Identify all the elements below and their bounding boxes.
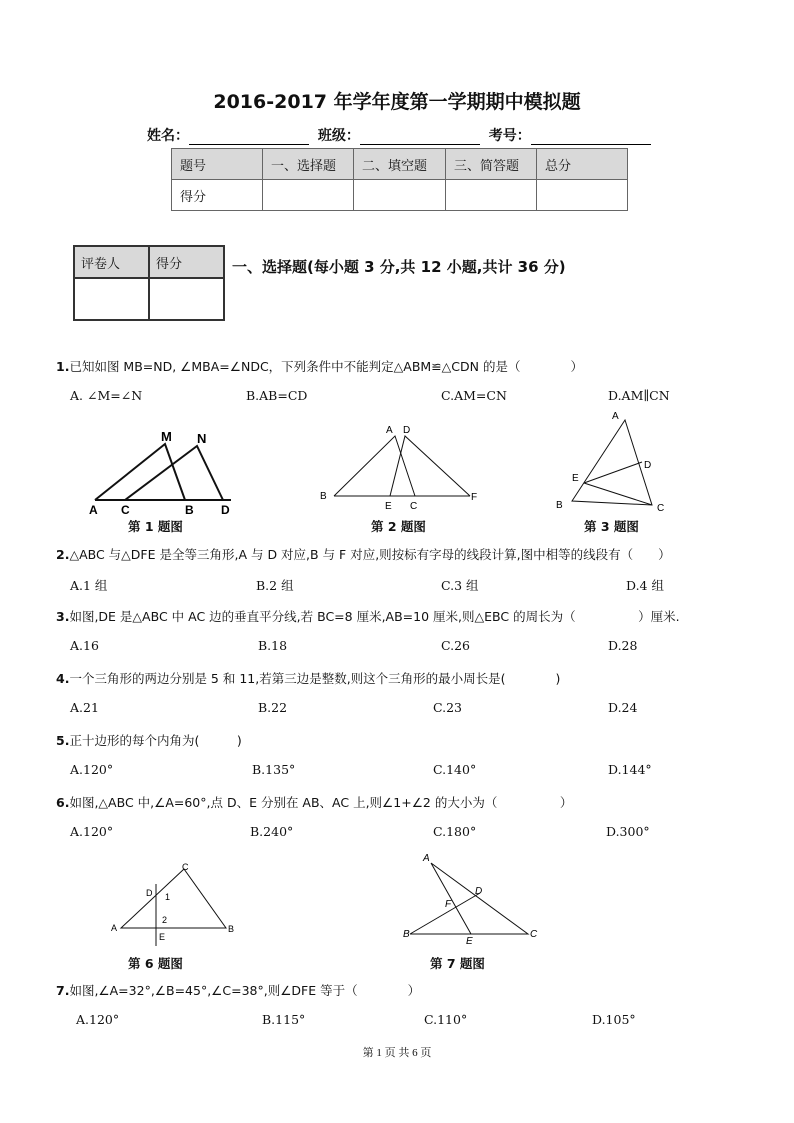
score-header: 三、简答题 <box>446 149 537 180</box>
score-header: 总分 <box>537 149 628 180</box>
option-b[interactable]: B.135° <box>252 762 296 777</box>
option-c[interactable]: C.140° <box>433 762 477 777</box>
score-row-label: 得分 <box>172 180 263 211</box>
option-c[interactable]: C.3 组 <box>441 578 479 593</box>
label-b: B <box>320 491 327 502</box>
grader-table <box>73 245 225 321</box>
label-e: E <box>385 501 392 512</box>
class-field[interactable] <box>360 130 480 145</box>
score-header: 二、填空题 <box>354 149 446 180</box>
option-b[interactable]: B.18 <box>258 638 288 653</box>
question-text: △ABC 与△DFE 是全等三角形,A 与 D 对应,B 与 F 对应,则按标有字母的线段计算,图中相等的线段有（ ） <box>69 547 671 562</box>
label-c: C <box>121 503 130 516</box>
label-c: C <box>182 862 189 872</box>
figure-3-caption: 第 3 题图 <box>584 519 639 534</box>
label-b: B <box>185 503 194 516</box>
question-text: 已知如图 MB=ND, ∠MBA=∠NDC，下列条件中不能判定△ABM≌△CDN 的是（ ） <box>69 359 583 374</box>
question-text: 如图,△ABC 中,∠A=60°,点 D、E 分别在 AB、AC 上,则∠1+∠2 的大小为（ ） <box>69 795 573 810</box>
grader-header: 得分 <box>149 246 224 278</box>
question-text: 如图,DE 是△ABC 中 AC 边的垂直平分线,若 BC=8 厘米,AB=10 厘米,则△EBC 的周长为（ ）厘米. <box>69 609 680 624</box>
label-b: B <box>403 929 410 940</box>
page-footer: 第 1 页 共 6 页 <box>362 1047 432 1059</box>
question-7 <box>56 981 420 999</box>
label-e: E <box>159 932 166 942</box>
label-a: A <box>423 853 430 864</box>
name-field[interactable] <box>189 130 309 145</box>
option-c[interactable]: C.26 <box>441 638 470 653</box>
label-1: 1 <box>165 892 171 902</box>
option-b[interactable]: B.22 <box>258 700 288 715</box>
name-label: 姓名： <box>147 128 189 144</box>
label-n: N <box>197 431 207 446</box>
section-title: 一、选择题(每小题 3 分,共 12 小题,共计 36 分) <box>232 258 566 276</box>
label-2: 2 <box>162 915 168 925</box>
score-header: 一、选择题 <box>263 149 354 180</box>
question-number: 1. <box>56 359 70 374</box>
class-label: 班级： <box>317 128 360 144</box>
option-b[interactable]: B.115° <box>262 1012 306 1027</box>
option-a[interactable]: A.120° <box>76 1012 120 1027</box>
grader-header: 评卷人 <box>74 246 149 278</box>
question-2 <box>56 545 671 563</box>
option-d[interactable]: D.AM∥CN <box>608 388 670 403</box>
option-d[interactable]: D.28 <box>608 638 638 653</box>
figure-1 <box>85 428 245 516</box>
option-a[interactable]: A.16 <box>70 638 99 653</box>
label-a: A <box>111 923 118 933</box>
label-f: F <box>471 492 478 503</box>
label-c: C <box>657 503 665 514</box>
score-cell[interactable] <box>537 180 628 211</box>
grader-cell[interactable] <box>74 278 149 320</box>
question-number: 4. <box>56 671 70 686</box>
figure-7 <box>398 848 548 948</box>
figure-1-caption: 第 1 题图 <box>128 519 183 534</box>
figure-6-caption: 第 6 题图 <box>128 956 183 971</box>
question-number: 3. <box>56 609 70 624</box>
option-a[interactable]: A.21 <box>70 700 99 715</box>
option-c[interactable]: C.AM=CN <box>441 388 507 403</box>
label-a: A <box>386 425 393 436</box>
id-label: 考号： <box>488 128 531 144</box>
label-f: F <box>445 899 452 910</box>
question-text: 一个三角形的两边分别是 5 和 11,若第三边是整数,则这个三角形的最小周长是( ) <box>69 671 561 686</box>
label-d: D <box>644 460 652 471</box>
question-4 <box>56 669 560 687</box>
label-d: D <box>146 888 153 898</box>
label-b: B <box>556 500 563 511</box>
option-b[interactable]: B.240° <box>250 824 294 839</box>
option-d[interactable]: D.144° <box>608 762 652 777</box>
label-b: B <box>228 924 235 934</box>
question-number: 5. <box>56 733 70 748</box>
question-6 <box>56 793 572 811</box>
score-table <box>171 148 628 211</box>
label-d: D <box>221 503 230 516</box>
score-cell[interactable] <box>446 180 537 211</box>
score-header: 题号 <box>172 149 263 180</box>
label-d: D <box>475 886 483 897</box>
option-a[interactable]: A.120° <box>70 824 114 839</box>
figure-2 <box>316 420 486 512</box>
option-d[interactable]: D.4 组 <box>626 578 664 593</box>
option-b[interactable]: B.AB=CD <box>246 388 308 403</box>
question-5 <box>56 731 242 749</box>
figure-6 <box>108 858 238 950</box>
question-number: 6. <box>56 795 70 810</box>
option-a[interactable]: A.1 组 <box>70 578 108 593</box>
label-c: C <box>410 501 418 512</box>
label-c: C <box>530 929 538 940</box>
id-field[interactable] <box>531 130 651 145</box>
option-d[interactable]: D.24 <box>608 700 638 715</box>
figure-3 <box>550 408 670 516</box>
label-d: D <box>403 425 411 436</box>
question-1 <box>56 357 583 375</box>
score-cell[interactable] <box>354 180 446 211</box>
option-c[interactable]: C.110° <box>424 1012 468 1027</box>
option-c[interactable]: C.23 <box>433 700 462 715</box>
figure-7-caption: 第 7 题图 <box>430 956 485 971</box>
figure-2-caption: 第 2 题图 <box>371 519 426 534</box>
option-d[interactable]: D.105° <box>592 1012 636 1027</box>
question-text: 如图,∠A=32°,∠B=45°,∠C=38°,则∠DFE 等于（ ） <box>69 983 421 998</box>
label-a: A <box>89 503 98 516</box>
page-title: 2016-2017 年学年度第一学期期中模拟题 <box>213 91 581 113</box>
label-m: M <box>161 429 172 444</box>
option-a[interactable]: A. ∠M=∠N <box>70 388 143 403</box>
label-e: E <box>466 936 473 947</box>
option-d[interactable]: D.300° <box>606 824 650 839</box>
student-info <box>147 125 655 145</box>
option-c[interactable]: C.180° <box>433 824 477 839</box>
score-cell[interactable] <box>263 180 354 211</box>
label-a: A <box>612 411 619 422</box>
label-e: E <box>572 473 579 484</box>
question-number: 7. <box>56 983 70 998</box>
question-number: 2. <box>56 547 70 562</box>
grader-cell[interactable] <box>149 278 224 320</box>
option-a[interactable]: A.120° <box>70 762 114 777</box>
question-text: 正十边形的每个内角为( ) <box>69 733 242 748</box>
question-3 <box>56 607 680 625</box>
option-b[interactable]: B.2 组 <box>256 578 294 593</box>
